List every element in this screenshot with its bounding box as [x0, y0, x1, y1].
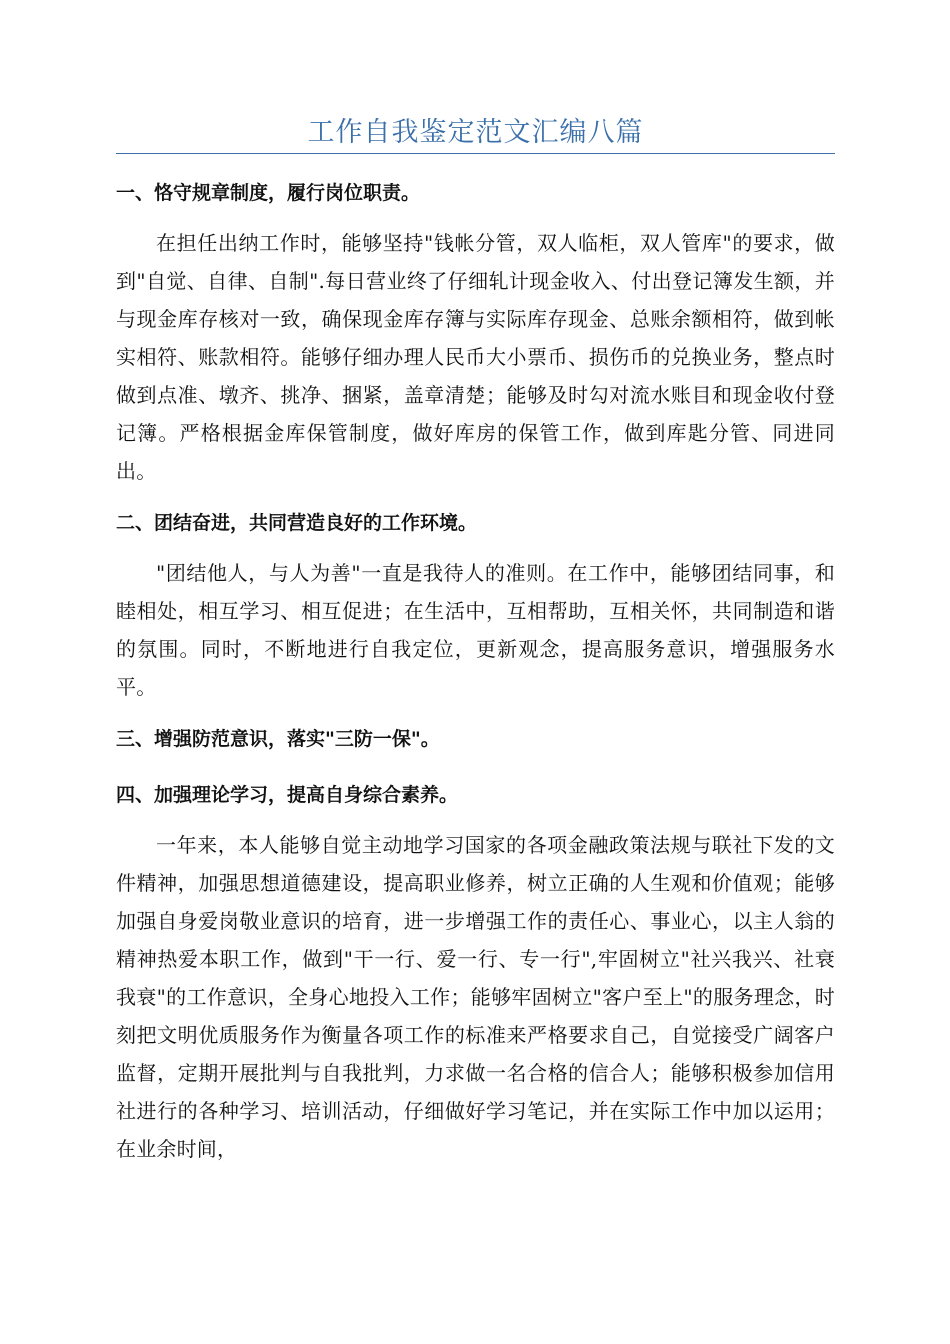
section-paragraph-1: 在担任出纳工作时，能够坚持"钱帐分管，双人临柜，双人管库"的要求，做到"自觉、自律、自制".每日营业终了仔细轧计现金收入、付出登记簿发生额，并与现金库存核对一致，确保现金库存簿与实际库存现金、总账余额相符，做到帐实相符、账款相符。能够仔细办理人民币大小票币、损伤币的兑换业务，整点时做到点准、墩齐、挑净、捆紧，盖章清楚；能够及时勾对流水账目和现金收付登记簿。严格根据金库保管制度，做好库房的保管工作，做到库匙分管、同进同出。: [116, 231, 835, 483]
section-paragraph-2: "团结他人，与人为善"一直是我待人的准则。在工作中，能够团结同事，和睦相处，相互学习、相互促进；在生活中，互相帮助，互相关怀，共同制造和谐的氛围。同时，不断地进行自我定位，更新观念，提高服务意识，增强服务水平。: [116, 561, 835, 699]
section-heading-2: 二、团结奋进，共同营造良好的工作环境。: [116, 512, 478, 534]
section-paragraph-4: 一年来，本人能够自觉主动地学习国家的各项金融政策法规与联社下发的文件精神，加强思想道德建设，提高职业修养，树立正确的人生观和价值观；能够加强自身爱岗敬业意识的培育，进一步增强工作的责任心、事业心，以主人翁的精神热爱本职工作，做到"干一行、爱一行、专一行",牢固树立"社兴我兴、社衰我衰"的工作意识，全身心地投入工作；能够牢固树立"客户至上"的服务理念，时刻把文明优质服务作为衡量各项工作的标准来严格要求自己，自觉接受广阔客户监督，定期开展批判与自我批判，力求做一名合格的信合人；能够积极参加信用社进行的各种学习、培训活动，仔细做好学习笔记，并在实际工作中加以运用；在业余时间，: [116, 833, 835, 1161]
document-body: [116, 170, 835, 1168]
section-heading-4: 四、加强理论学习，提高自身综合素养。: [116, 784, 459, 806]
section-heading-3: 三、增强防范意识，落实"三防一保"。: [116, 728, 440, 750]
section-heading-1: 一、恪守规章制度，履行岗位职责。: [116, 182, 421, 204]
document-title: 工作自我鉴定范文汇编八篇: [307, 117, 644, 148]
title-underline: [116, 153, 835, 154]
